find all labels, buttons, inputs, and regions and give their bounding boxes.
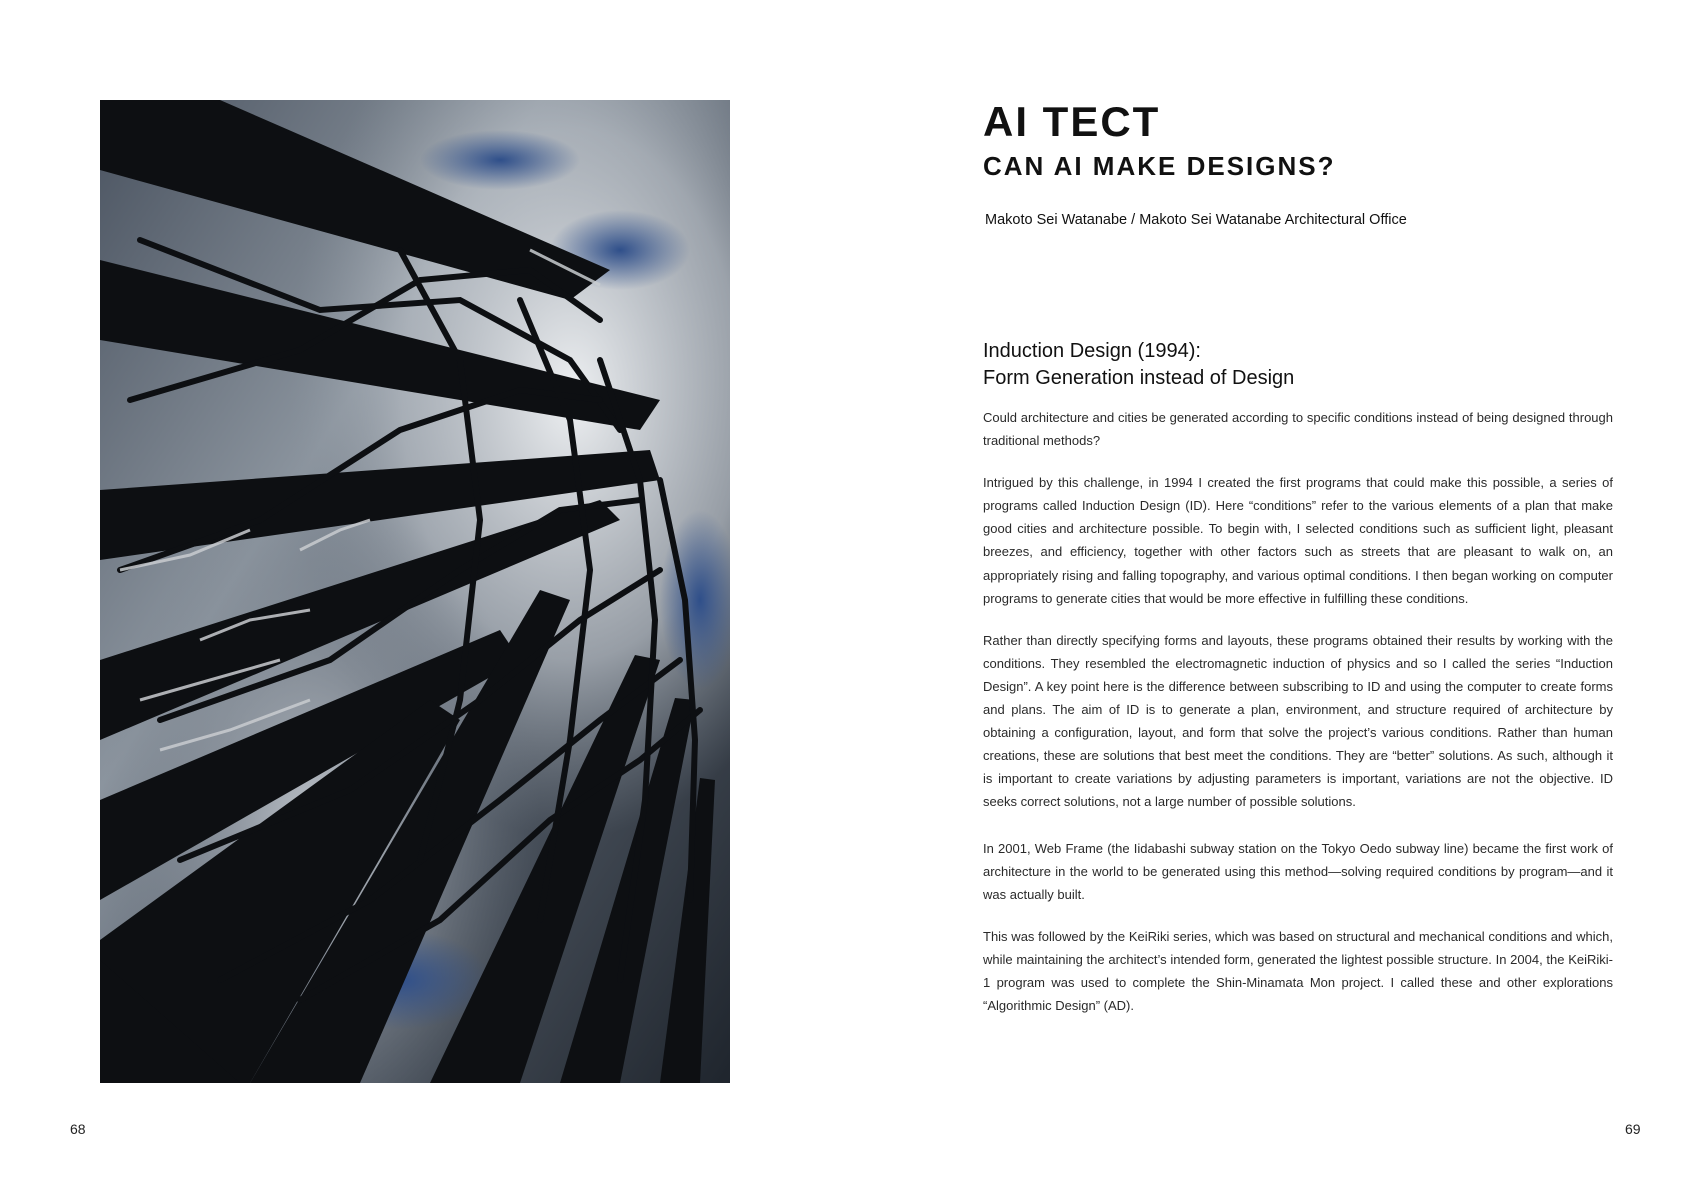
- article: [983, 96, 1613, 1036]
- paragraph-3: Rather than directly specifying forms and layouts, these programs obtained their results by working with the conditions. They resembled the electromagnetic induction of physics and so I called the series “Induction Design”. A key point here is the difference between subscribing to ID and using the computer to create forms and plans. The aim of ID is to generate a plan, environment, and structure required of architecture by obtaining a configuration, layout, and form that solve the project’s various conditions. Rather than human creations, these are solutions that best meet the conditions. They are “better” solutions. As such, although it is important to create variations by adjusting parameters is important, variations are not the objective. ID seeks correct solutions, not a large number of possible solutions.: [983, 632, 1613, 810]
- paragraph-2: Intrigued by this challenge, in 1994 I created the first programs that could make this possible, a series of programs called Induction Design (ID). Here “conditions” refer to the various elements of a plan that make good cities and architecture possible. To begin with, I selected conditions such as sufficient light, pleasant breezes, and efficiency, together with other factors such as streets that are pleasant to walk on, an appropriately rising and falling topography, and various optimal conditions. I then began working on computer programs to generate cities that would be more effective in fulfilling these conditions.: [983, 475, 1613, 606]
- article-subtitle: CAN AI MAKE DESIGNS?: [983, 151, 1336, 181]
- section-heading-line-1: Induction Design (1994):: [983, 340, 1201, 362]
- section-heading: [983, 338, 1613, 392]
- author-line: Makoto Sei Watanabe / Makoto Sei Watanabe Architectural Office: [985, 212, 1407, 228]
- article-title: AI TECT: [983, 98, 1161, 145]
- architecture-photo: [100, 100, 730, 1083]
- page-number-right: 69: [1625, 1121, 1641, 1137]
- page-number-left: 68: [70, 1121, 86, 1137]
- steel-structure-image: [100, 100, 730, 1083]
- paragraph-1: Could architecture and cities be generated according to specific conditions instead of being designed through traditional methods?: [983, 410, 1613, 449]
- body-text: [983, 406, 1613, 1017]
- section-heading-line-2: Form Generation instead of Design: [983, 367, 1295, 389]
- paragraph-4: In 2001, Web Frame (the Iidabashi subway station on the Tokyo Oedo subway line) became the first work of architecture in the world to be generated using this method—solving required conditions by program—and it was actually built.: [983, 840, 1613, 902]
- paragraph-5: This was followed by the KeiRiki series, which was based on structural and mechanical conditions and which, while maintaining the architect’s intended form, generated the lightest possible structure. In 2004, the KeiRiki-1 program was used to complete the Shin-Minamata Mon project. I called these and other explorations “Algorithmic Design” (AD).: [983, 928, 1613, 1014]
